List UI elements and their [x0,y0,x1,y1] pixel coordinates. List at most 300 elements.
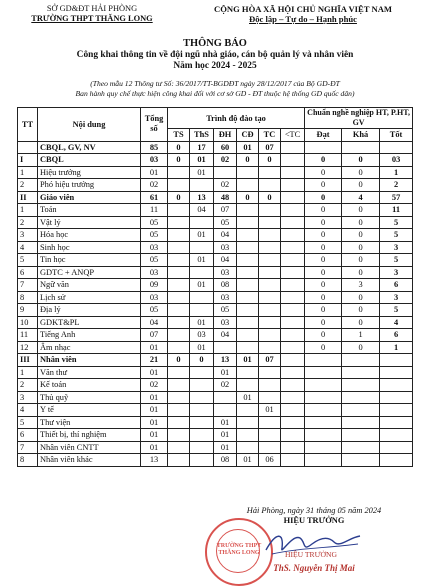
header-left [22,4,162,24]
row-cd [237,329,259,342]
row-ts: 0 [168,141,190,154]
row-total: 01 [141,416,168,429]
row-cd [237,254,259,267]
row-dat [305,441,342,454]
row-tot: 1 [380,341,413,354]
row-kha [342,391,380,404]
row-name: Phó hiệu trưởng [38,179,141,192]
row-tc [259,204,281,217]
school-name: TRƯỜNG THPT THĂNG LONG [31,14,153,23]
row-tt: 2 [18,216,38,229]
row-total: 02 [141,379,168,392]
row-dat: 0 [305,329,342,342]
header-content: Nội dung [38,108,141,142]
header-ths: ThS [190,129,214,142]
row-dh: 01 [214,366,237,379]
row-ths: 01 [190,316,214,329]
row-ths [190,454,214,467]
row-tc: 01 [259,404,281,417]
table-row [18,366,413,379]
row-cd: 01 [237,354,259,367]
row-total: 05 [141,254,168,267]
row-ts [168,329,190,342]
row-total: 03 [141,241,168,254]
row-tt: 1 [18,204,38,217]
row-kha [342,141,380,154]
row-kha: 0 [342,291,380,304]
row-tot [380,454,413,467]
table-row [18,216,413,229]
row-dh: 01 [214,429,237,442]
row-cd [237,229,259,242]
row-dh: 03 [214,316,237,329]
row-cd [237,241,259,254]
row-kha: 0 [342,216,380,229]
row-tot [380,366,413,379]
row-kha: 0 [342,154,380,167]
row-lt-tc [281,366,305,379]
row-lt-tc [281,416,305,429]
row-ts [168,241,190,254]
row-dh: 03 [214,266,237,279]
row-cd [237,304,259,317]
row-total: 03 [141,266,168,279]
row-tt: 5 [18,416,38,429]
row-total: 01 [141,366,168,379]
row-tot: 11 [380,204,413,217]
row-tot: 6 [380,329,413,342]
row-kha: 0 [342,179,380,192]
row-kha: 1 [342,329,380,342]
table-row [18,191,413,204]
row-ths: 01 [190,229,214,242]
row-name: Giáo viên [38,191,141,204]
table-row [18,266,413,279]
row-lt-tc [281,304,305,317]
row-ts: 0 [168,191,190,204]
row-dh [214,166,237,179]
row-total: 05 [141,304,168,317]
row-kha: 0 [342,166,380,179]
row-total: 09 [141,279,168,292]
row-lt-tc [281,266,305,279]
row-tt: 2 [18,179,38,192]
header-lt-tc: <TC [281,129,305,142]
row-dh: 01 [214,416,237,429]
row-lt-tc [281,279,305,292]
row-cd [237,366,259,379]
row-kha [342,354,380,367]
row-tt: 11 [18,329,38,342]
row-dh: 05 [214,216,237,229]
row-ts [168,266,190,279]
row-dh: 02 [214,154,237,167]
table-row [18,291,413,304]
row-dat [305,416,342,429]
row-name: Thư viện [38,416,141,429]
row-tt: 3 [18,391,38,404]
row-kha [342,379,380,392]
row-ths: 01 [190,254,214,267]
row-ths [190,266,214,279]
row-tot: 3 [380,241,413,254]
table-row [18,154,413,167]
row-total: 21 [141,354,168,367]
row-ts [168,316,190,329]
row-ts [168,204,190,217]
row-total: 03 [141,154,168,167]
table-row [18,279,413,292]
row-dh: 05 [214,304,237,317]
row-dh: 13 [214,354,237,367]
row-tc [259,291,281,304]
row-ths [190,179,214,192]
row-kha [342,441,380,454]
signer-role-handwritten: HIỆU TRƯỞNG [285,550,337,559]
row-tot: 5 [380,254,413,267]
row-tc [259,166,281,179]
row-tot: 1 [380,166,413,179]
header-professional-standard: Chuẩn nghề nghiệp HT, P.HT, GV [305,108,413,129]
row-total: 61 [141,191,168,204]
row-tot: 3 [380,291,413,304]
row-ts [168,366,190,379]
row-kha: 0 [342,316,380,329]
row-kha: 0 [342,254,380,267]
row-total: 01 [141,341,168,354]
row-name: Địa lý [38,304,141,317]
row-ths [190,304,214,317]
row-tc [259,254,281,267]
row-tc [259,266,281,279]
row-dat: 0 [305,304,342,317]
row-ths: 04 [190,204,214,217]
row-dat: 0 [305,154,342,167]
row-ths: 01 [190,166,214,179]
row-ths [190,429,214,442]
row-cd [237,416,259,429]
row-lt-tc [281,141,305,154]
row-tot [380,391,413,404]
table-row [18,141,413,154]
row-tc [259,241,281,254]
row-ths: 03 [190,329,214,342]
row-kha: 0 [342,341,380,354]
table-row [18,354,413,367]
row-dat [305,391,342,404]
row-ts [168,291,190,304]
title-block [0,38,430,72]
nation-name: CỘNG HÒA XÃ HỘI CHỦ NGHĨA VIỆT NAM [213,4,393,14]
row-tt: 9 [18,304,38,317]
row-tt: 7 [18,441,38,454]
row-lt-tc [281,166,305,179]
school-year: Năm học 2024 - 2025 [173,61,257,71]
row-tt: 7 [18,279,38,292]
row-lt-tc [281,316,305,329]
row-name: Kế toán [38,379,141,392]
row-dat: 0 [305,279,342,292]
row-kha [342,416,380,429]
row-lt-tc [281,204,305,217]
table-row [18,329,413,342]
row-tot [380,429,413,442]
row-ts [168,279,190,292]
row-total: 03 [141,291,168,304]
row-tc [259,441,281,454]
row-ths: 0 [190,354,214,367]
row-dh: 03 [214,291,237,304]
row-ts [168,254,190,267]
row-lt-tc [281,379,305,392]
row-cd: 0 [237,191,259,204]
signer-title: HIỆU TRƯỞNG [283,516,345,525]
row-dat: 0 [305,341,342,354]
header-training-level: Trình độ đào tạo [168,108,305,129]
row-total: 01 [141,391,168,404]
row-tot: 57 [380,191,413,204]
row-dat [305,141,342,154]
row-total: 01 [141,429,168,442]
row-tot: 5 [380,229,413,242]
row-tot [380,141,413,154]
row-tc: 06 [259,454,281,467]
row-ts [168,216,190,229]
row-tc [259,329,281,342]
row-dh [214,341,237,354]
row-kha [342,404,380,417]
row-dat: 0 [305,266,342,279]
row-tt: 8 [18,291,38,304]
row-ths [190,441,214,454]
row-kha [342,454,380,467]
row-tt: 10 [18,316,38,329]
row-tt: 5 [18,254,38,267]
row-name: Hóa học [38,229,141,242]
header-ts: TS [168,129,190,142]
row-tt: 4 [18,404,38,417]
row-dat: 0 [305,241,342,254]
row-tot: 5 [380,216,413,229]
row-name: Thiết bị, thí nghiệm [38,429,141,442]
row-ts [168,454,190,467]
row-lt-tc [281,454,305,467]
row-ths [190,241,214,254]
row-lt-tc [281,254,305,267]
row-name: CBQL [38,154,141,167]
row-tc [259,279,281,292]
row-tc [259,179,281,192]
row-dh: 01 [214,441,237,454]
row-ths: 13 [190,191,214,204]
row-tc: 0 [259,154,281,167]
row-ts [168,166,190,179]
row-name: Nhân viên CNTT [38,441,141,454]
row-cd [237,429,259,442]
row-name: Nhân viên khác [38,454,141,467]
row-dh: 04 [214,254,237,267]
document-subtitle: Công khai thông tin về đội ngũ nhà giáo, cán bộ quản lý và nhân viên [76,50,354,60]
row-kha: 0 [342,266,380,279]
row-cd: 01 [237,391,259,404]
table-row [18,454,413,467]
row-ths [190,404,214,417]
row-tot: 5 [380,304,413,317]
row-name: Thủ quỹ [38,391,141,404]
row-name: Toán [38,204,141,217]
row-total: 02 [141,179,168,192]
row-dh: 08 [214,454,237,467]
table-row [18,229,413,242]
table-row [18,379,413,392]
row-total: 05 [141,216,168,229]
row-cd [237,166,259,179]
row-ths [190,291,214,304]
row-dat: 0 [305,254,342,267]
row-kha: 0 [342,229,380,242]
row-lt-tc [281,216,305,229]
row-tt: 3 [18,229,38,242]
row-lt-tc [281,429,305,442]
row-name: Tiếng Anh [38,329,141,342]
row-lt-tc [281,329,305,342]
header-kha: Khá [342,129,380,142]
row-cd [237,279,259,292]
row-cd [237,404,259,417]
table-row [18,179,413,192]
row-ts: 0 [168,354,190,367]
row-ts [168,229,190,242]
row-name: Âm nhạc [38,341,141,354]
row-total: 13 [141,454,168,467]
row-tt: 4 [18,241,38,254]
row-total: 07 [141,329,168,342]
row-ts [168,404,190,417]
table-row [18,304,413,317]
row-ts [168,441,190,454]
row-total: 85 [141,141,168,154]
row-dh: 04 [214,229,237,242]
row-dh: 04 [214,329,237,342]
row-tt: 1 [18,366,38,379]
seal-text: TRƯỜNG THPT THĂNG LONG [216,543,262,556]
row-cd: 01 [237,454,259,467]
row-cd [237,379,259,392]
row-tt: 6 [18,429,38,442]
row-tot: 2 [380,179,413,192]
header-cd: CĐ [237,129,259,142]
row-cd [237,179,259,192]
row-tt: I [18,154,38,167]
row-dat: 0 [305,166,342,179]
header-total: Tổng số [141,108,168,142]
row-lt-tc [281,241,305,254]
header-tot: Tốt [380,129,413,142]
row-tt: 12 [18,341,38,354]
row-lt-tc [281,191,305,204]
row-tot: 6 [380,279,413,292]
row-dat: 0 [305,191,342,204]
table-row [18,166,413,179]
row-ths: 01 [190,154,214,167]
row-ths: 01 [190,279,214,292]
row-name: Văn thư [38,366,141,379]
row-dat [305,379,342,392]
row-cd [237,266,259,279]
row-tot: 03 [380,154,413,167]
row-ts [168,429,190,442]
row-cd [237,441,259,454]
document-title: THÔNG BÁO [183,38,247,49]
row-tc: 0 [259,191,281,204]
row-tc [259,229,281,242]
row-total: 01 [141,166,168,179]
row-tot [380,404,413,417]
row-dh: 07 [214,204,237,217]
legal-note-line-2: Ban hành quy chế thực hiện công khai đối với cơ sở GD - ĐT thuộc hệ thống GD quốc dân) [75,89,355,98]
department-name: SỞ GD&ĐT HẢI PHÒNG [46,4,138,13]
row-ths [190,216,214,229]
row-dat [305,404,342,417]
row-name: Nhân viên [38,354,141,367]
row-tt: II [18,191,38,204]
row-lt-tc [281,154,305,167]
row-name: Vật lý [38,216,141,229]
row-name: Hiệu trưởng [38,166,141,179]
row-tc: 07 [259,354,281,367]
row-tt [18,141,38,154]
row-tot: 3 [380,266,413,279]
table-row [18,429,413,442]
row-total: 01 [141,441,168,454]
row-kha: 0 [342,304,380,317]
row-name: GDKT&PL [38,316,141,329]
row-cd: 01 [237,141,259,154]
row-cd [237,316,259,329]
row-ts [168,416,190,429]
table-body [18,141,413,466]
row-dat [305,366,342,379]
header-dh: ĐH [214,129,237,142]
row-name: Y tế [38,404,141,417]
row-dat [305,454,342,467]
row-lt-tc [281,391,305,404]
row-dh [214,391,237,404]
row-total: 11 [141,204,168,217]
table-row [18,316,413,329]
row-tot [380,354,413,367]
row-name: Lịch sử [38,291,141,304]
header-tc: TC [259,129,281,142]
staff-table [17,107,413,467]
row-dh: 08 [214,279,237,292]
row-dh: 60 [214,141,237,154]
row-tc [259,416,281,429]
row-kha: 3 [342,279,380,292]
row-ths: 01 [190,341,214,354]
row-tc [259,341,281,354]
row-tc [259,391,281,404]
row-dat: 0 [305,291,342,304]
row-ts [168,304,190,317]
row-tt: III [18,354,38,367]
signer-name: ThS. Nguyễn Thị Mai [273,563,355,573]
row-tc [259,379,281,392]
row-name: CBQL, GV, NV [38,141,141,154]
row-ts [168,391,190,404]
table-row [18,204,413,217]
row-total: 04 [141,316,168,329]
